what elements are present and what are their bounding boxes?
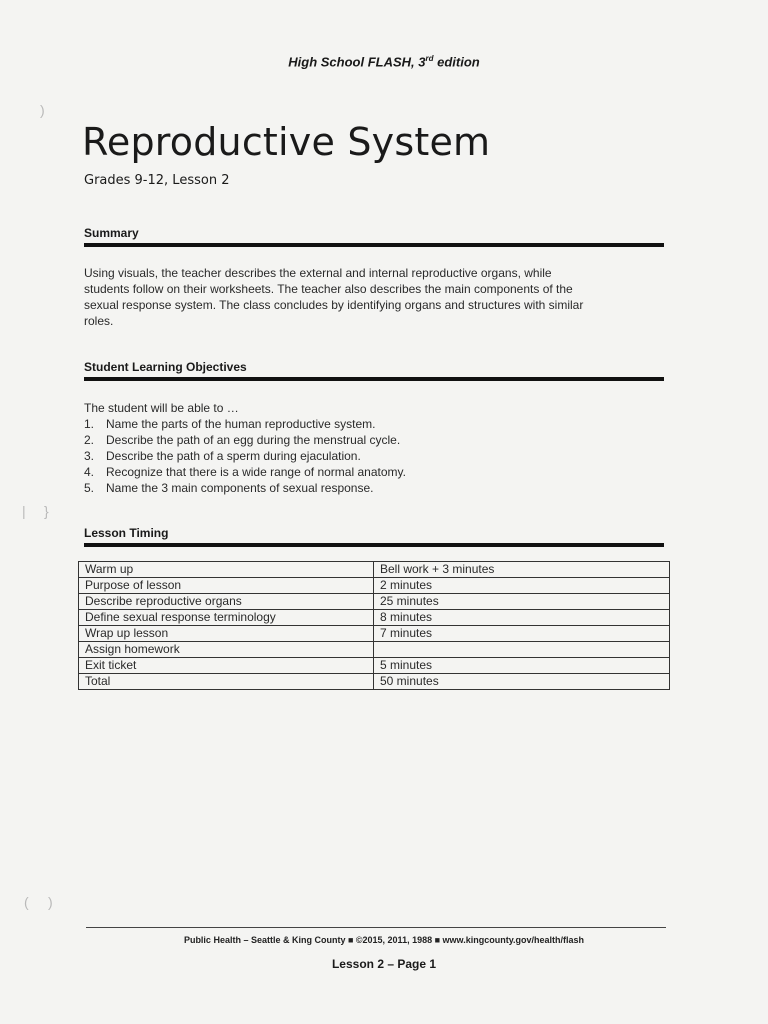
table-cell-activity: Wrap up lesson [79, 626, 374, 642]
table-cell-time: 5 minutes [374, 658, 670, 674]
summary-line: students follow on their worksheets. The teacher also describes the main components of the [84, 282, 573, 296]
summary-line: roles. [84, 314, 114, 328]
page-number: Lesson 2 – Page 1 [331, 957, 437, 971]
table-cell-time: 8 minutes [374, 610, 670, 626]
objectives-heading: Student Learning Objectives [84, 360, 664, 381]
summary-text [84, 265, 664, 329]
list-item: 4. Recognize that there is a wide range of normal anatomy. [84, 465, 406, 479]
punch-hole-mark-icon: ) [40, 102, 45, 118]
table-cell-activity: Define sexual response terminology [79, 610, 374, 626]
summary-line: Using visuals, the teacher describes the external and internal reproductive organs, while [84, 266, 552, 280]
table-cell-activity: Warm up [79, 562, 374, 578]
objectives-list [84, 416, 664, 496]
punch-hole-mark-icon: ( [24, 894, 29, 910]
table-row [79, 674, 670, 690]
page-title: Reproductive System [82, 120, 491, 164]
timing-table [78, 561, 670, 690]
list-item: 1. Name the parts of the human reproductive system. [84, 417, 376, 431]
table-cell-activity: Exit ticket [79, 658, 374, 674]
objectives-section [84, 360, 664, 496]
header-edition-word: edition [433, 54, 480, 70]
punch-hole-mark-icon: } [44, 503, 49, 519]
summary-heading: Summary [84, 226, 664, 247]
table-row [79, 626, 670, 642]
table-row [79, 658, 670, 674]
table-row [79, 610, 670, 626]
footer-credit: Public Health – Seattle & King County ■ ©2015, 2011, 1988 ■ www.kingcounty.gov/health/flash [183, 935, 585, 945]
timing-heading: Lesson Timing [84, 526, 664, 547]
summary-section [84, 226, 664, 329]
header-edition-suffix: rd [425, 54, 434, 63]
table-cell-activity: Total [79, 674, 374, 690]
table-cell-activity: Assign homework [79, 642, 374, 658]
table-cell-activity: Describe reproductive organs [79, 594, 374, 610]
table-cell-time [374, 642, 670, 658]
table-cell-activity: Purpose of lesson [79, 578, 374, 594]
table-row [79, 562, 670, 578]
table-row [79, 578, 670, 594]
page-subtitle: Grades 9-12, Lesson 2 [84, 173, 230, 188]
header-series: High School FLASH, 3 [288, 54, 426, 70]
list-item: 5. Name the 3 main components of sexual response. [84, 481, 374, 495]
table-cell-time: 2 minutes [374, 578, 670, 594]
list-item: 2. Describe the path of an egg during the menstrual cycle. [84, 433, 401, 447]
objectives-intro: The student will be able to … [84, 401, 239, 415]
summary-line: sexual response system. The class concludes by identifying organs and structures with similar [84, 298, 584, 312]
table-row [79, 594, 670, 610]
table-cell-time: 50 minutes [374, 674, 670, 690]
table-cell-time: 25 minutes [374, 594, 670, 610]
punch-hole-mark-icon: | [22, 503, 26, 519]
table-cell-time: Bell work + 3 minutes [374, 562, 670, 578]
list-item: 3. Describe the path of a sperm during ejaculation. [84, 449, 361, 463]
table-cell-time: 7 minutes [374, 626, 670, 642]
running-header [0, 54, 768, 69]
punch-hole-mark-icon: ) [48, 894, 53, 910]
footer-divider [86, 927, 666, 928]
table-row [79, 642, 670, 658]
timing-section [84, 526, 664, 547]
